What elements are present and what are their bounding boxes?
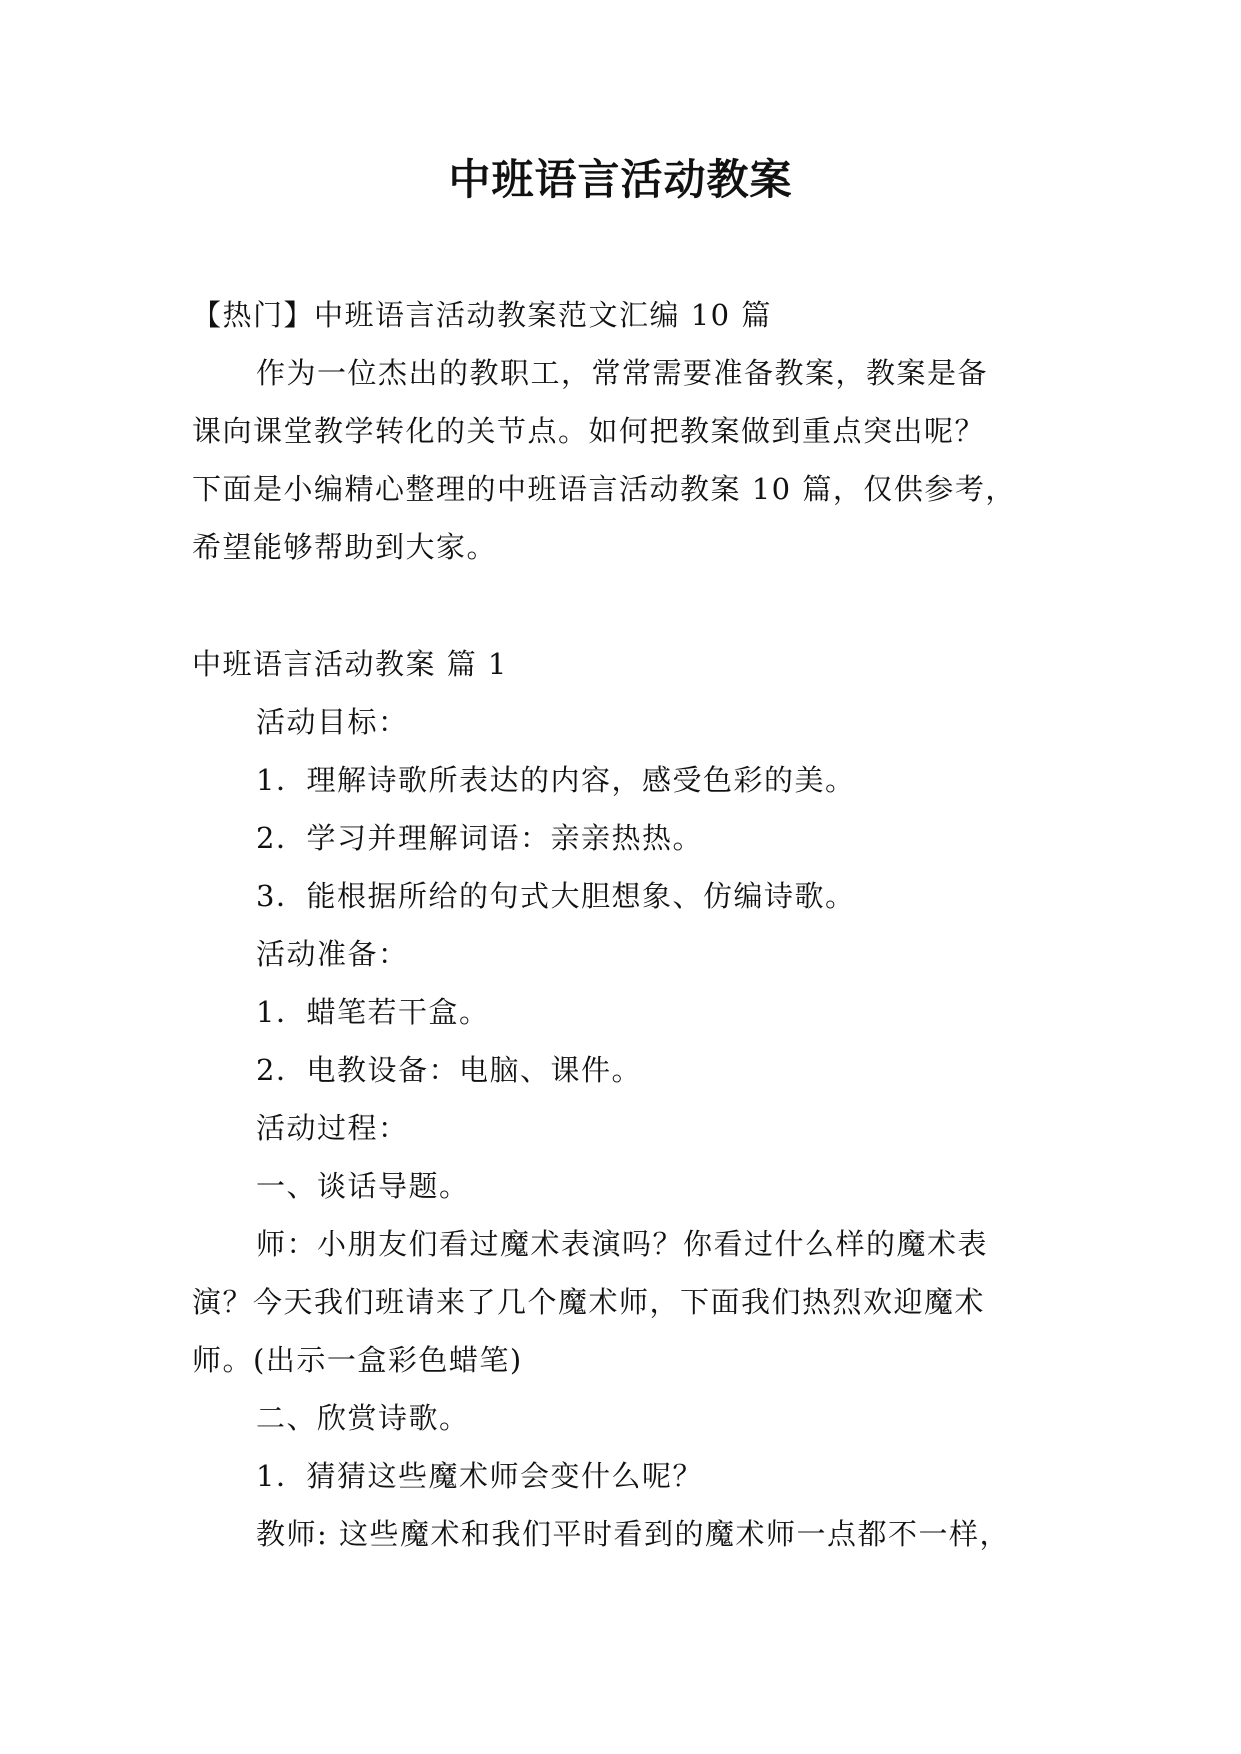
intro-heading: 【热门】中班语言活动教案范文汇编 10 篇 (192, 298, 772, 332)
list-item: 1．蜡笔若干盒。 (256, 995, 490, 1029)
list-item: 2．学习并理解词语：亲亲热热。 (256, 821, 703, 855)
body-paragraph-line: 教师: 这些魔术和我们平时看到的魔术师一点都不一样， (256, 1517, 1010, 1551)
process-step-heading: 二、欣赏诗歌。 (256, 1401, 470, 1435)
body-paragraph-line: 师：小朋友们看过魔术表演吗？你看过什么样的魔术表 (256, 1227, 989, 1261)
intro-paragraph-line: 作为一位杰出的教职工，常常需要准备教案，教案是备 (256, 356, 989, 390)
intro-paragraph-line: 课向课堂教学转化的关节点。如何把教案做到重点突出呢？ (192, 414, 986, 448)
list-item: 1．理解诗歌所表达的内容，感受色彩的美。 (256, 763, 856, 797)
subheading-preparation: 活动准备： (256, 937, 409, 971)
subheading-goals: 活动目标： (256, 705, 409, 739)
list-item: 1．猜猜这些魔术师会变什么呢？ (256, 1459, 703, 1493)
body-paragraph-line: 师。(出示一盒彩色蜡笔) (192, 1343, 523, 1377)
intro-paragraph-line: 下面是小编精心整理的中班语言活动教案 10 篇，仅供参考， (192, 472, 1016, 506)
document-title: 中班语言活动教案 (448, 155, 793, 204)
subheading-process: 活动过程： (256, 1111, 409, 1145)
intro-paragraph-line: 希望能够帮助到大家。 (192, 530, 498, 564)
list-item: 2．电教设备：电脑、课件。 (256, 1053, 642, 1087)
list-item: 3．能根据所给的句式大胆想象、仿编诗歌。 (256, 879, 856, 913)
body-paragraph-line: 演？今天我们班请来了几个魔术师，下面我们热烈欢迎魔术 (192, 1285, 986, 1319)
process-step-heading: 一、谈话导题。 (256, 1169, 470, 1203)
section-heading: 中班语言活动教案 篇 1 (192, 647, 508, 681)
